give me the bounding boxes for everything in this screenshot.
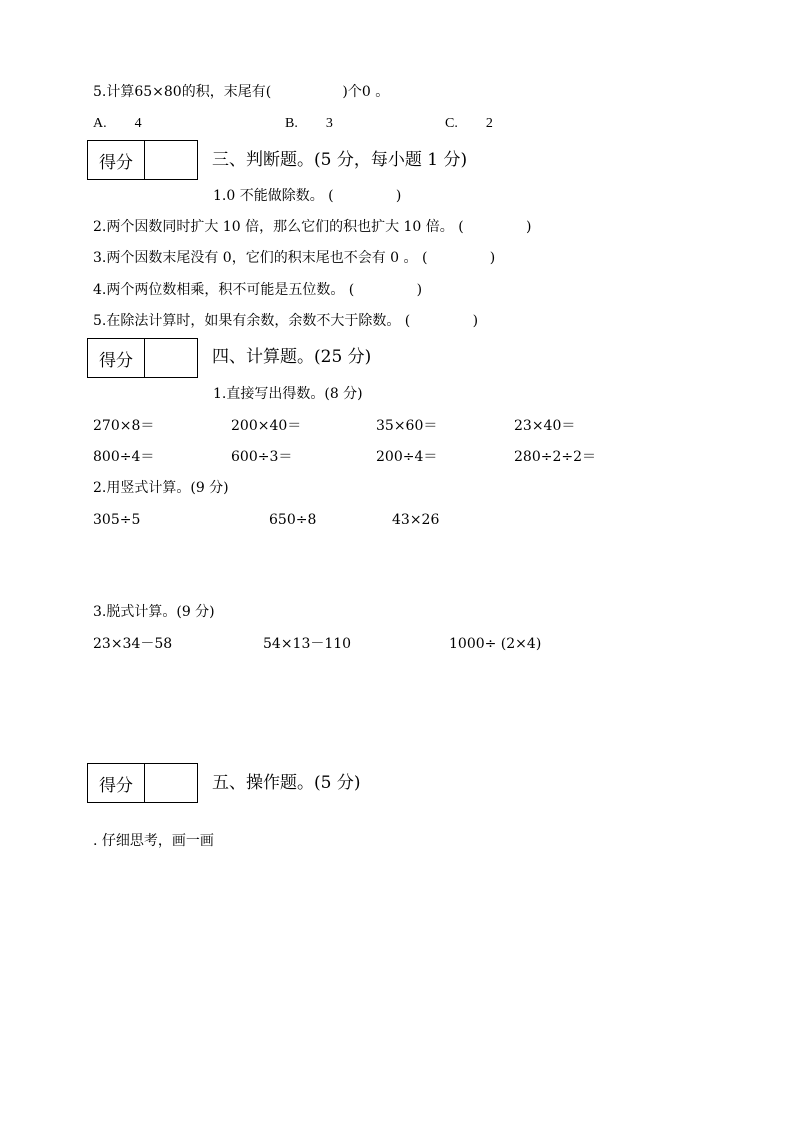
oral-calc-item: 800÷4＝ [93,449,155,465]
oral-calc-item: 280÷2÷2＝ [514,449,596,465]
score-box-section3 [87,140,198,180]
q5-option-c: C. 2 [445,116,493,131]
oral-calc-item: 35×60＝ [376,418,438,434]
score-value-cell[interactable] [145,141,197,179]
section4-title: 四、计算题。(25 分) [212,347,372,367]
oral-calc-item: 600÷3＝ [231,449,293,465]
section5-instruction: . 仔细思考，画一画 [93,833,214,849]
oral-calc-item: 200×40＝ [231,418,302,434]
q5-stem: 5.计算65×80的积，末尾有( )个0 。 [93,84,390,100]
part3-heading: 3.脱式计算。(9 分) [93,604,215,620]
stepwise-calc-item: 1000÷ (2×4) [449,636,542,652]
vertical-calc-item: 43×26 [392,512,440,528]
judge-item-4: 4.两个两位数相乘，积不可能是五位数。 ( ) [93,282,423,298]
part2-heading: 2.用竖式计算。(9 分) [93,480,229,496]
section5-title: 五、操作题。(5 分) [212,773,361,793]
q5-option-b: B. 3 [285,116,333,131]
score-value-cell[interactable] [145,339,197,377]
score-label: 得分 [88,764,145,802]
judge-item-3: 3.两个因数末尾没有 0，它们的积末尾也不会有 0 。 ( ) [93,250,496,266]
judge-item-5: 5.在除法计算时，如果有余数，余数不大于除数。 ( ) [93,313,479,329]
oral-calc-item: 200÷4＝ [376,449,438,465]
stepwise-calc-item: 54×13－110 [263,636,352,652]
stepwise-calc-item: 23×34－58 [93,636,173,652]
judge-item-2: 2.两个因数同时扩大 10 倍，那么它们的积也扩大 10 倍。 ( ) [93,219,532,235]
part1-heading: 1.直接写出得数。(8 分) [213,386,363,402]
oral-calc-item: 23×40＝ [514,418,576,434]
oral-calc-item: 270×8＝ [93,418,155,434]
q5-option-a: A. 4 [93,116,142,131]
score-value-cell[interactable] [145,764,197,802]
vertical-calc-item: 650÷8 [269,512,317,528]
judge-item-1: 1.0 不能做除数。 ( ) [213,188,402,204]
score-label: 得分 [88,339,145,377]
score-box-section4 [87,338,198,378]
score-label: 得分 [88,141,145,179]
score-box-section5 [87,763,198,803]
section3-title: 三、判断题。(5 分，每小题 1 分) [212,150,468,170]
vertical-calc-item: 305÷5 [93,512,141,528]
